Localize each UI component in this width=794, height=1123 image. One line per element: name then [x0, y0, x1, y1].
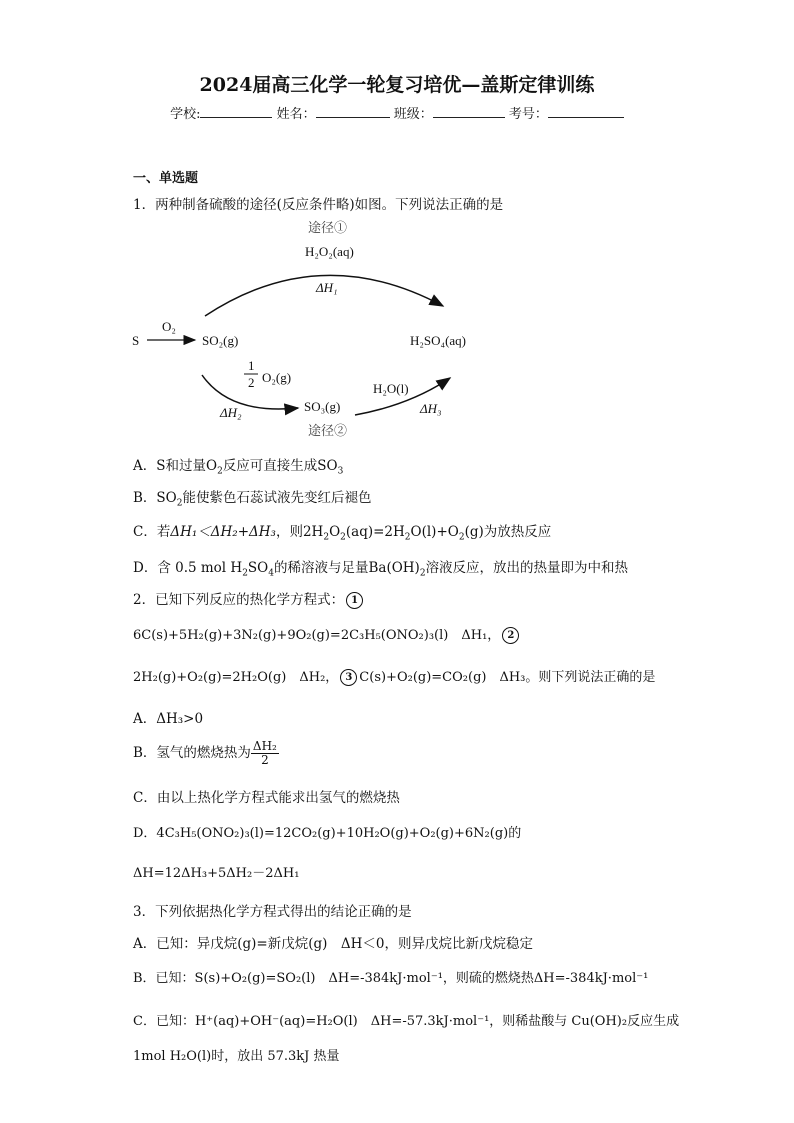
- q1-option-d: D．含 0.5 mol $H_2SO_4$的稀溶液与足量$Ba(OH)_2$溶液反应，放出的热量即为中和热: [133, 560, 629, 579]
- exam-no-blank: [548, 104, 624, 118]
- half-num: 1: [248, 358, 255, 373]
- dh1-label: ΔH₁: [316, 280, 338, 295]
- q3-option-c-line2: 1mol H₂O(l)时，放出 57.3kJ 热量: [133, 1049, 340, 1064]
- route2-label: 途径②: [308, 423, 348, 438]
- exam-no-label: 考号：: [508, 107, 548, 122]
- school-blank: [200, 104, 272, 118]
- q2-option-b: B．氢气的燃烧热为 $\frac{\text{ΔH₂}}{2}$: [133, 739, 277, 767]
- q2-option-c: C．由以上热化学方程式能求出氢气的燃烧热: [133, 790, 400, 806]
- q1-option-c: C．若ΔH₁＜ΔH₂+ΔH₃，则$2H_2O_2(aq)=2H_2O(l)+O_2(g)$为放热反应: [133, 524, 552, 543]
- s-label: S: [132, 333, 140, 348]
- q3-option-a: A．已知：异戊烷(g)=新戊烷(g) ΔH＜0，则异戊烷比新戊烷稳定: [133, 936, 534, 952]
- q3-option-b: B．已知：S(s)+O₂(g)=SO₂(l) ΔH=-384kJ·mol⁻¹，则硫的燃烧热ΔH=-384kJ·mol⁻¹: [133, 971, 649, 986]
- q2-option-a: A．ΔH₃>0: [133, 711, 204, 727]
- h2o2-label: H₂O₂(aq): [305, 244, 354, 259]
- dh2-label: ΔH₂: [220, 405, 242, 420]
- q2-equation-1: 6C(s)+5H₂(g)+3N₂(g)+9O₂(g)=2C₃H₅(ONO₂)₃(l) ΔH₁， 2: [133, 624, 521, 644]
- name-label: 姓名：: [276, 107, 316, 122]
- class-blank: [433, 104, 505, 118]
- q2-option-d-line1: D．4C₃H₅(ONO₂)₃(l)=12CO₂(g)+10H₂O(g)+O₂(g)+6N₂(g)的: [133, 826, 522, 841]
- class-label: 班级：: [393, 107, 433, 122]
- q2-equation-2-3: 2H₂(g)+O₂(g)=2H₂O(g) ΔH₂， 3 C(s)+O₂(g)=CO₂(g) ΔH₃。则下列说法正确的是: [133, 670, 656, 685]
- q1-stem: 1．两种制备硫酸的途径(反应条件略)如图。下列说法正确的是: [133, 197, 504, 213]
- h2so4-label: H₂SO₄(aq): [410, 333, 466, 348]
- fraction: $\frac{\text{ΔH₂}}{2}$: [252, 739, 277, 767]
- h2o-label: H₂O(l): [373, 381, 409, 396]
- school-label: 学校:: [170, 107, 201, 122]
- reaction-pathway-diagram: [120, 210, 500, 450]
- q2-stem: 2．已知下列反应的热化学方程式： 1: [133, 588, 365, 609]
- circled-number-2: 2: [502, 627, 519, 644]
- circled-number-1: 1: [346, 592, 363, 609]
- q2-option-d-line2: ΔH=12ΔH₃+5ΔH₂－2ΔH₁: [133, 866, 300, 881]
- section-heading: 一、单选题: [133, 171, 199, 186]
- dh3-label: ΔH₃: [420, 401, 442, 416]
- o2-label: O₂: [162, 319, 176, 334]
- q3-option-c-line1: C．已知：H⁺(aq)+OH⁻(aq)=H₂O(l) ΔH=-57.3kJ·mol⁻¹，则稀盐酸与 Cu(OH)₂反应生成: [133, 1014, 680, 1029]
- half-den: 2: [248, 375, 255, 390]
- so2-label: SO₂(g): [202, 333, 239, 348]
- route1-label: 途径①: [308, 220, 348, 235]
- student-info: [0, 103, 794, 122]
- q1-option-b: B．$SO_2$能使紫色石蕊试液先变红后褪色: [133, 490, 372, 509]
- q1-option-a: A．S和过量$O_2$反应可直接生成$SO_3$: [133, 458, 344, 477]
- so3-label: SO₃(g): [304, 399, 341, 414]
- q3-stem: 3．下列依据热化学方程式得出的结论正确的是: [133, 904, 412, 920]
- o2g-label: O₂(g): [262, 370, 292, 385]
- page-title: 2024届高三化学一轮复习培优—盖斯定律训练: [199, 74, 595, 96]
- name-blank: [316, 104, 390, 118]
- circled-number-3: 3: [340, 669, 357, 686]
